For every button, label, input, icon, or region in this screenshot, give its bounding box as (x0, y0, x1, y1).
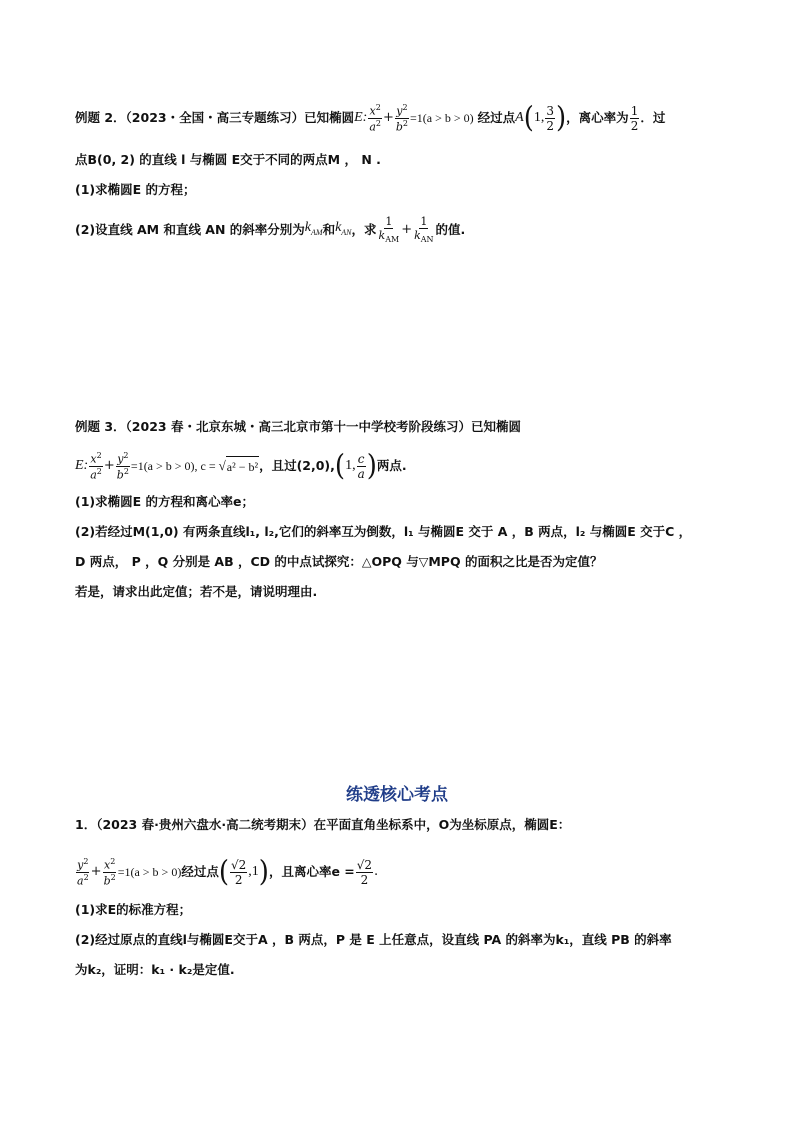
y2-over-a2: $\frac{y^2}{a^2}$ (77, 857, 89, 888)
ellipse3-cond: =1(a > b > 0), c = (130, 459, 216, 474)
q2-prefix: (2)设直线 AM 和直线 AN 的斜率分别为 (75, 222, 305, 238)
example3-q2-line3: 若是，请求出此定值；若不是，请说明理由. (75, 584, 318, 599)
point-a-y: $\frac{3}{2}$ (546, 103, 555, 133)
p1-ecc: $\frac{√2}{2}$ (356, 857, 373, 887)
example3-line2: E: $\frac{x^2}{a^2}$ + $\frac{y^2}{b^2}$ =1(a > b > 0), c = √ a² − b² ，且过(2,0), ( 1, $\frac{c}{a}$ ) 两点. (75, 449, 407, 483)
problem1-line2: $\frac{y^2}{a^2}$ + $\frac{x^2}{b^2}$ =1(a > b > 0) 经过点 ( $\frac{√2}{2}$ ,1 ) ，且离心率e = $\frac{√2}{2}$ . (77, 855, 379, 889)
tail-text: ．过 (640, 110, 666, 126)
x2-over-a2-3: $\frac{x^2}{a^2}$ (90, 451, 102, 482)
k-am: $k_{AM}$ (304, 219, 323, 237)
example2-line2: 点B(0, 2) 的直线 l 与椭圆 E交于不同的两点M ， N . (75, 152, 381, 167)
y2-over-b2-3: $\frac{y^2}{b^2}$ (116, 451, 129, 482)
p1-passes: 经过点 (181, 864, 219, 880)
problem1-q1: (1)求E的标准方程； (75, 902, 192, 917)
seek-text: ，求 (351, 222, 377, 238)
x2-over-a2: $\frac{x^2}{a^2}$ (369, 103, 381, 134)
pt3-x: 1, (345, 458, 356, 474)
problem1-q2-line1: (2)经过原点的直线l与椭圆E交于A ，B 两点，P 是 E 上任意点，设直线 PA 的斜率为k₁，直线 PB 的斜率 (75, 932, 672, 947)
problem1-line1: 1．（2023 春·贵州六盘水·高二统考期末）在平面直角坐标系中，O为坐标原点，椭圆E： (75, 817, 571, 832)
value-text: 的值. (435, 222, 466, 238)
ecc-value: $\frac{1}{2}$ (630, 103, 639, 133)
example3-q1: (1)求椭圆E 的方程和离心率e； (75, 494, 254, 509)
inv-k-am: $\frac{1}{k_{AM}}$ (378, 215, 400, 245)
two-points: 两点. (376, 458, 407, 474)
p1-period: . (374, 864, 379, 880)
problem1-q2-line2: 为k₂，证明：k₁ · k₂是定值. (75, 962, 235, 977)
example3-line1: 例题 3．（2023 春・北京东城・高三北京市第十一中学校考阶段练习）已知椭圆 (75, 419, 521, 434)
point-a-x: 1, (533, 110, 545, 126)
k-an: $k_{AN}$ (335, 219, 352, 237)
ecc-text: ，离心率为 (566, 110, 629, 126)
p1-ecc-text: ，且离心率e = (268, 864, 355, 880)
y2-over-b2: $\frac{y^2}{b^2}$ (395, 103, 409, 134)
example2-q1: (1)求椭圆E 的方程； (75, 182, 196, 197)
sqrt-expr: √ a² − b² (219, 456, 259, 477)
ellipse-condition: =1(a > b > 0) (410, 111, 474, 126)
passes3: ，且过(2,0), (259, 458, 335, 474)
ellipse3-label: E: (75, 458, 89, 474)
passes-text: 经过点 (477, 110, 516, 126)
p1-cond: =1(a > b > 0) (117, 865, 182, 880)
example2-line1: 例题 2．（2023・全国・高三专题练习）已知椭圆 E: $\frac{x^2}{a^2}$ + $\frac{y^2}{b^2}$ =1(a > b > 0) 经过点 A ( 1, $\frac{3}{2}$ ) ，离心率为 $\frac{1}{2}$ ．过 (75, 101, 666, 135)
example3-q2-line2: D 两点， P ，Q 分别是 AB ，CD 的中点试探究：△OPQ 与▽MPQ 的面积之比是否为定值？ (75, 554, 603, 569)
section-title: 练透核心考点 (346, 785, 448, 805)
x2-over-b2: $\frac{x^2}{b^2}$ (103, 857, 116, 888)
ellipse-label: E: (354, 110, 368, 126)
example2-q2 (75, 216, 465, 244)
example3-q2-line1: (2)若经过M(1,0) 有两条直线l₁, l₂,它们的斜率互为倒数，l₁ 与椭圆E 交于 A ，B 两点，l₂ 与椭圆E 交于C ， (75, 524, 692, 539)
p1-pt-x: $\frac{√2}{2}$ (231, 857, 247, 887)
plus-sign: + (401, 222, 413, 238)
p1-pt-y: ,1 (248, 864, 259, 880)
and-text: 和 (322, 222, 336, 238)
pt3-y: $\frac{c}{a}$ (357, 451, 365, 481)
example2-heading: 例题 2．（2023・全国・高三专题练习）已知椭圆 (75, 110, 355, 126)
inv-k-an: $\frac{1}{k_{AN}}$ (414, 215, 434, 245)
point-a-label: A (515, 110, 524, 126)
